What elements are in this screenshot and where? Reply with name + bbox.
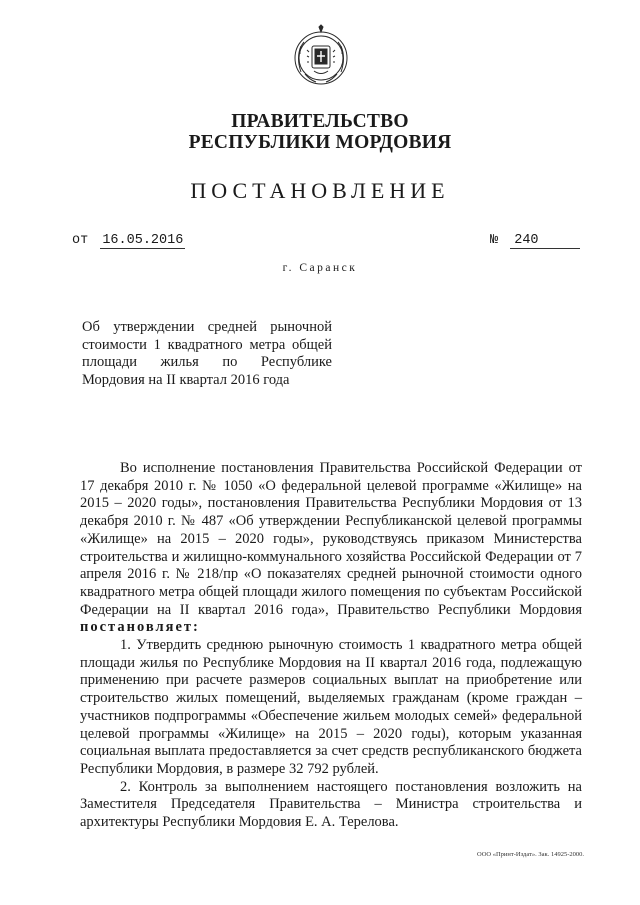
date-value: 16.05.2016 [102,233,184,248]
number-field [490,233,580,249]
number-value: 240 [510,233,580,249]
government-title-line2: РЕСПУБЛИКИ МОРДОВИЯ [188,132,452,153]
preamble-paragraph [80,460,582,637]
government-title-line1: ПРАВИТЕЛЬСТВО [231,111,409,132]
document-body [80,460,582,832]
coat-of-arms-icon [292,24,350,88]
printer-imprint: ООО «Принт-Издат». Зак. 14925-2000. [477,851,584,858]
document-type: ПОСТАНОВЛЕНИЕ [190,178,450,203]
document-subject: Об утверждении средней рыночной стоимости 1 квадратного метра общей площади жилья по Республике Мордовия на II квартал 2016 года [82,319,332,388]
number-prefix: № [490,233,499,248]
city-label: г. Саранск [282,262,358,274]
decree-word: постановляет: [80,619,200,636]
date-prefix: от [72,233,89,248]
date-field [72,233,185,249]
preamble-text: Во исполнение постановления Правительства Российской Федерации от 17 декабря 2010 г. № 1050 «О федеральной целевой программе «Жилище» на 2015 – 2020 годы», постановления Правительства Республики Мордовия от 13 декабря 2010 г. № 487 «Об утверждении Республиканской целевой программы «Жилище» на 2015 – 2020 годы», руководствуясь приказом Министерства строительства и жилищно-коммунального хозяйства Российской Федерации от 7 апреля 2016 г. № 218/пр «О показателях средней рыночной стоимости одного квадратного метра общей площади жилого помещения по субъектам Российской Федерации на II квартал 2016 года», Правительство Республики Мордовия [80,460,582,618]
item-2-paragraph: 2. Контроль за выполнением настоящего постановления возложить на Заместителя Председателя Правительства – Министра строительства и архитектуры Республики Мордовия Е. А. Терелова. [80,778,582,831]
item-1-paragraph: 1. Утвердить среднюю рыночную стоимость 1 квадратного метра общей площади жилья по Республике Мордовия на II квартал 2016 года, подлежащую применению при расчете размеров социальных выплат на приобретение или строительство жилых помещений, выделяемых гражданам (кроме граждан – участников подпрограммы «Обеспечение жильем молодых семей» федеральной целевой программы «Жилище» на 2015 – 2020 годы), которым указанная социальная выплата предоставляется за счет средств республиканского бюджета Республики Мордовия, в размере 32 792 рублей. [80,637,582,777]
